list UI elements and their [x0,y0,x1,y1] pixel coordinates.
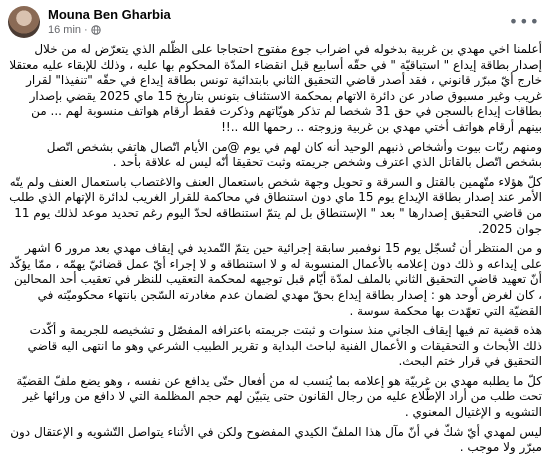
post-paragraph: كلّ ما يطلبه مهدي بن غربيّة هو إعلامه بما يُنسب له من أفعال حتّى يدافع عن نفسه ، وهو يضع ملفّ القضيّة تحت طلب من أراد الإطّلاع عليه من رجال القانون حتى يتبيّن لهم حجم المظلمة التي لا دافع من ورائها غير التشويه و الإغتيال المعنوي . [16,373,542,420]
post-paragraph: ومنهم ربّات بيوت وأشخاص ذنبهم الوحيد أنه كان لهم في يوم @من الأيام اتّصال هاتفي بشخص اتّصل بشخص اتّصل بالقاتل الذي اعترف وشخص جريمته وثبت تحقيقا أنّه ليس له علاقة بأحد . [46,139,542,170]
post-header [8,6,542,42]
more-options-icon[interactable]: ••• [508,12,540,31]
post-meta: 16 min · [48,24,101,36]
post-paragraph: كلّ هؤلاء متّهمين بالقتل و السرقة و تحويل وجهة شخص باستعمال العنف والاغتصاب باستعمال العنف ولم يتّه الأمر عند إصدار بطاقة الإيداع يوم 15 ماي دون استنطاق في محاكمة للقرار الغريب لدائرة الإتهام الذي طلب من قاضي التحقيق إصدارها " بعد " الإستنطاق بل لم يتمّ استنطاقه لحدّ اليوم رغم تحديد موعد لذلك يوم 11 جوان 2025. [9,174,542,236]
post-timestamp[interactable]: 16 min [48,24,82,36]
author-avatar[interactable] [8,6,40,38]
post-paragraph: و من المنتظر أن تُسجّل يوم 15 نوفمبر سابقة إجرائية حين يتمّ التّمديد في إيقاف مهدي بعد مرور 6 اشهر على إيداعه و ذلك دون إعلامه بالأعمال المنسوبة له و لا استنطاقه و لا إجراء أيّ عمل قضائيّ يهمّه ، ممّا يؤكّد أنّ تعهيد قاضي التحقيق الثاني بالملف لمدّة أيّام قبل توجيهه لمحكمة التعقيب للنظر في تعقيب أحد المحالين ، كان لغرض أوحد هو : إصدار بطاقة إيداع بحقّ مهدي لضمان عدم مغادرته السّجن بانتهاء محكوميّته في القضيّة التي تعهّدت بها محكمة سوسة . [9,241,542,318]
globe-icon [91,25,101,35]
author-name[interactable]: Mouna Ben Gharbia [48,7,171,22]
post-body [8,42,542,460]
post-paragraph: ليس لمهدي أيّ شكّ في أنّ مآل هذا الملفّ الكيدي المفضوح ولكن في الأثناء يتواصل التّشويه و الإعتقال دون مبرّر ولا موجب . [10,424,542,455]
post-paragraph: هذه قضية تم فيها إيقاف الجاني منذ سنوات و ثبتت جريمته باعترافه المفصّل و تشخيصه للجريمة و أكّدت ذلك الأبحاث و التحقيقات و الأعمال الفنية لباحث البداية و تقرير الطبيب الشرعي وهو ما انتهى اليه قاضي التحقيق في قرار ختم البحث. [27,323,542,369]
post-paragraph: أعلمنا اخي مهدي بن غربية بدخوله في اضراب جوع مفتوح احتجاجا على الظّلم الذي يتعرّض له من خلال إصدار بطاقة إيداع " استباقيّة " في حقّه أسابيع قبل انقضاء المدّة المحكوم بها عليه ، وذلك للإبقاء عليه معتقلا خارج أيّ مبرّر قانوني ، فقد أصدر قاضي التحقيق الثاني بابتدائية تونس بطاقة إيداع في حقّه "تنفيذا" لقرار غريب وغير مسبوق صادر عن دائرة الاتهام بمحكمة الاستئناف بتونس بتاريخ 15 ماي 2025 يقضي بإصدار بطاقات إيداع بالسجن في حق 31 شخصا لم تذكر هويّاتهم وذكرت فقط أرقام هواتف منسوبة لهم ... من بينهم أرقام هواتف أختي مهدي بن غربية وزوجته .. رحمها الله ..!! [9,42,542,134]
